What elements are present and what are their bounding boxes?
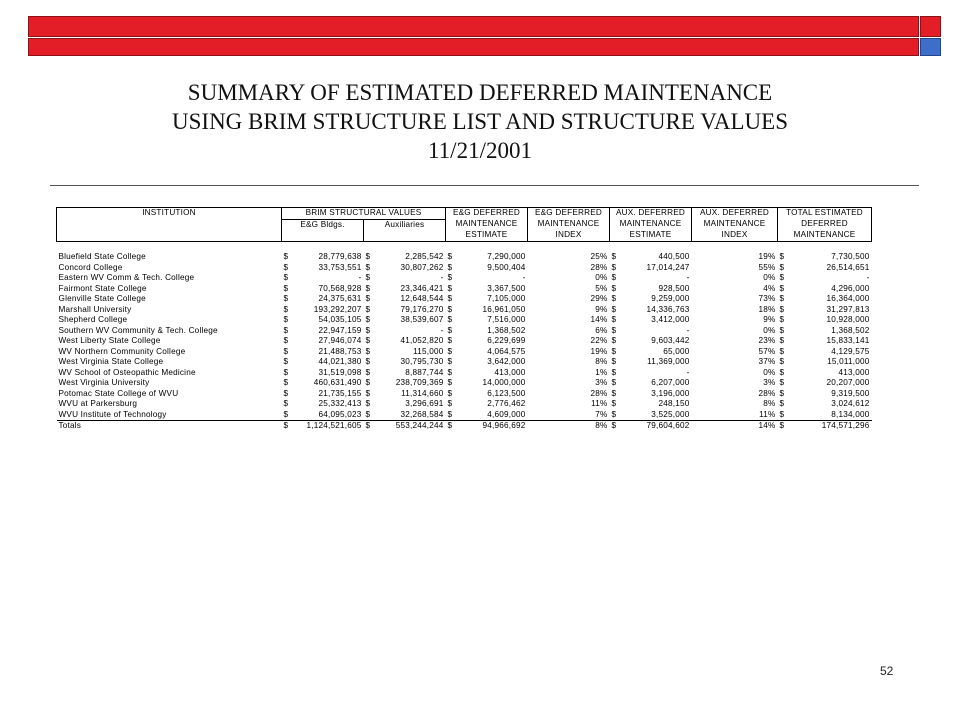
header-aux-deferred-2: MAINTENANCE [610, 219, 692, 230]
header-aux-index-3: INDEX [692, 230, 778, 241]
amount: - [686, 367, 690, 377]
currency-symbol: $ [365, 283, 371, 293]
amount: - [440, 273, 444, 282]
currency-symbol: $ [611, 273, 617, 282]
header-brim: BRIM STRUCTURAL VALUES [282, 208, 446, 220]
amount: 928,500 [658, 283, 690, 293]
currency-symbol: $ [365, 273, 371, 282]
amount: 94,966,692 [482, 421, 526, 430]
amount: 38,539,607 [400, 315, 444, 324]
amount: 79,176,270 [400, 304, 444, 314]
amount: - [358, 273, 362, 282]
amount: 10,928,000 [826, 315, 870, 324]
amount: 3,367,500 [487, 283, 526, 293]
currency-symbol: $ [779, 378, 785, 387]
header-auxiliaries: Auxiliaries [364, 219, 446, 230]
currency-symbol: $ [779, 421, 785, 430]
amount: 7,516,000 [487, 315, 526, 324]
index-value: 14% [590, 315, 608, 324]
institution-name: WVU at Parkersburg [58, 399, 138, 408]
index-value: 8% [763, 399, 776, 408]
index-value: 9% [763, 315, 776, 324]
index-value: 5% [595, 283, 608, 293]
currency-symbol: $ [365, 325, 371, 335]
currency-symbol: $ [779, 304, 785, 314]
index-value: 11% [692, 410, 778, 421]
currency-symbol: $ [283, 273, 289, 282]
institution-name: WV Northern Community College [58, 346, 186, 356]
header-eg-bldgs: E&G Bldgs. [282, 219, 364, 230]
amount: 79,604,602 [646, 421, 690, 430]
index-value: 37% [758, 357, 776, 366]
amount: - [686, 325, 690, 335]
index-value: 29% [590, 294, 608, 303]
amount: 3,412,000 [651, 315, 690, 324]
currency-symbol: $ [283, 315, 289, 324]
title-line-2: USING BRIM STRUCTURE LIST AND STRUCTURE VALUES [172, 109, 788, 134]
header-eg-deferred-2: MAINTENANCE [446, 219, 528, 230]
index-value: 18% [758, 304, 776, 314]
currency-symbol: $ [447, 357, 453, 366]
index-value: 8% [528, 421, 610, 432]
currency-symbol: $ [365, 262, 371, 272]
currency-symbol: $ [365, 409, 371, 419]
institution-name: West Liberty State College [58, 336, 161, 345]
amount: 115,000 [413, 346, 444, 356]
table-row [57, 399, 872, 410]
amount: 2,285,542 [405, 252, 444, 261]
amount: 64,095,023 [318, 409, 362, 419]
amount: 12,648,544 [400, 294, 444, 303]
currency-symbol: $ [611, 346, 617, 356]
amount: 28,779,638 [318, 252, 362, 261]
amount: 14,336,763 [646, 304, 690, 314]
amount: 32,268,584 [400, 409, 444, 419]
header-eg-deferred-3: ESTIMATE [446, 230, 528, 241]
currency-symbol: $ [779, 273, 785, 282]
index-value: 6% [595, 325, 608, 335]
amount: 44,021,380 [318, 357, 362, 366]
currency-symbol: $ [365, 252, 371, 261]
header-total-1: TOTAL ESTIMATED [778, 208, 872, 220]
index-value: 7% [528, 410, 610, 421]
institution-name: West Virginia State College [58, 357, 164, 366]
amount: 41,052,820 [400, 336, 444, 345]
amount: 54,035,105 [318, 315, 362, 324]
currency-symbol: $ [779, 336, 785, 345]
index-value: 0% [763, 367, 776, 377]
amount: 3,024,612 [831, 399, 870, 408]
header-row-1 [57, 208, 872, 220]
institution-name: WVU Institute of Technology [57, 410, 282, 421]
institution-name: Shepherd College [58, 315, 128, 324]
currency-symbol: $ [283, 262, 289, 272]
amount: 27,946,074 [318, 336, 362, 345]
header-aux-deferred-1: AUX. DEFERRED [610, 208, 692, 220]
amount: 174,571,296 [821, 421, 870, 430]
currency-symbol: $ [447, 273, 453, 282]
table-row [57, 315, 872, 326]
currency-symbol: $ [611, 409, 617, 419]
amount: 30,807,262 [400, 262, 444, 272]
amount: 21,735,155 [318, 388, 362, 398]
amount: 1,368,502 [831, 325, 870, 335]
currency-symbol: $ [365, 421, 371, 430]
amount: 9,319,500 [831, 388, 870, 398]
index-value: 0% [595, 273, 608, 282]
index-value: 19% [758, 252, 776, 261]
currency-symbol: $ [283, 388, 289, 398]
totals-row [57, 421, 872, 432]
table-row [57, 410, 872, 421]
table-row [57, 326, 872, 337]
header-total-2: DEFERRED [778, 219, 872, 230]
institution-name: Southern WV Community & Tech. College [58, 325, 218, 335]
amount: 20,207,000 [826, 378, 870, 387]
header-eg-index-3: INDEX [528, 230, 610, 241]
slide-title [40, 78, 920, 165]
header-row-3 [57, 230, 872, 241]
currency-symbol: $ [365, 388, 371, 398]
amount: 413,000 [838, 367, 870, 377]
amount: - [866, 273, 870, 282]
currency-symbol: $ [611, 315, 617, 324]
currency-symbol: $ [779, 294, 785, 303]
amount: 3,296,691 [405, 399, 444, 408]
currency-symbol: $ [283, 421, 289, 430]
index-value: 9% [595, 304, 608, 314]
institution-name: Fairmont State College [58, 283, 147, 293]
index-value: 28% [590, 388, 608, 398]
amount: 248,150 [658, 399, 690, 408]
currency-symbol: $ [365, 346, 371, 356]
currency-symbol: $ [447, 304, 453, 314]
index-value: 8% [595, 357, 608, 366]
amount: 3,525,000 [651, 409, 690, 419]
institution-name: Eastern WV Comm & Tech. College [58, 273, 195, 282]
amount: - [522, 273, 526, 282]
currency-symbol: $ [611, 294, 617, 303]
deferred-maintenance-table [56, 207, 872, 432]
table-row [57, 284, 872, 295]
index-value: 3% [763, 378, 776, 387]
institution-name: Potomac State College of WVU [58, 388, 179, 398]
currency-symbol: $ [283, 252, 289, 261]
index-value: 1% [595, 367, 608, 377]
currency-symbol: $ [611, 399, 617, 408]
amount: 65,000 [663, 346, 690, 356]
table-row [57, 263, 872, 274]
currency-symbol: $ [447, 336, 453, 345]
currency-symbol: $ [365, 399, 371, 408]
currency-symbol: $ [365, 367, 371, 377]
currency-symbol: $ [365, 294, 371, 303]
amount: 440,500 [658, 252, 690, 261]
title-divider [50, 185, 919, 186]
index-value: 25% [590, 252, 608, 261]
institution-name: WV School of Osteopathic Medicine [58, 367, 196, 377]
currency-symbol: $ [611, 262, 617, 272]
slide-number: 52 [880, 664, 894, 678]
currency-symbol: $ [365, 378, 371, 387]
header-eg-index-1: E&G DEFERRED [528, 208, 610, 220]
currency-symbol: $ [779, 388, 785, 398]
currency-symbol: $ [283, 346, 289, 356]
currency-symbol: $ [447, 294, 453, 303]
currency-symbol: $ [611, 378, 617, 387]
amount: 1,368,502 [487, 325, 526, 335]
amount: 22,947,159 [318, 325, 362, 335]
currency-symbol: $ [283, 325, 289, 335]
currency-symbol: $ [447, 399, 453, 408]
table-row [57, 357, 872, 368]
index-value: 4% [763, 283, 776, 293]
currency-symbol: $ [447, 388, 453, 398]
currency-symbol: $ [779, 252, 785, 261]
amount: 21,488,753 [318, 346, 362, 356]
institution-name: Concord College [58, 262, 123, 272]
title-line-3: 11/21/2001 [428, 138, 532, 163]
amount: 553,244,244 [395, 421, 444, 430]
currency-symbol: $ [447, 367, 453, 377]
table-row [57, 347, 872, 358]
institution-name: Totals [57, 421, 282, 432]
currency-symbol: $ [779, 357, 785, 366]
amount: 70,568,928 [318, 283, 362, 293]
amount: 4,609,000 [487, 409, 526, 419]
amount: 3,642,000 [487, 357, 526, 366]
header-eg-deferred-1: E&G DEFERRED [446, 208, 528, 220]
table-row [57, 305, 872, 316]
currency-symbol: $ [447, 315, 453, 324]
amount: 2,776,462 [487, 399, 526, 408]
header-bar-red-lower [28, 38, 919, 56]
header-institution: INSTITUTION [57, 208, 282, 220]
amount: 9,500,404 [487, 262, 526, 272]
table-row [57, 378, 872, 389]
currency-symbol: $ [283, 367, 289, 377]
currency-symbol: $ [447, 378, 453, 387]
currency-symbol: $ [611, 421, 617, 430]
table-row [57, 252, 872, 263]
institution-name: Bluefield State College [58, 252, 146, 261]
currency-symbol: $ [365, 315, 371, 324]
index-value: 3% [595, 378, 608, 387]
amount: 16,961,050 [482, 304, 526, 314]
amount: 3,196,000 [651, 388, 690, 398]
amount: 4,129,575 [831, 346, 870, 356]
amount: 193,292,207 [313, 304, 362, 314]
currency-symbol: $ [283, 336, 289, 345]
currency-symbol: $ [779, 325, 785, 335]
spacer-row [57, 241, 872, 252]
amount: 238,709,369 [395, 378, 444, 387]
table-row [57, 368, 872, 379]
header-bar-red [28, 16, 919, 37]
currency-symbol: $ [283, 304, 289, 314]
amount: 11,369,000 [647, 357, 690, 366]
header-row-2 [57, 219, 872, 230]
currency-symbol: $ [611, 252, 617, 261]
amount: - [686, 273, 690, 282]
currency-symbol: $ [779, 346, 785, 356]
amount: 7,290,000 [487, 252, 526, 261]
amount: 17,014,247 [646, 262, 690, 272]
amount: 23,346,421 [400, 283, 444, 293]
amount: 25,332,413 [318, 399, 362, 408]
amount: - [440, 325, 444, 335]
table-row [57, 389, 872, 400]
index-value: 11% [591, 399, 608, 408]
institution-name: Marshall University [58, 304, 132, 314]
header-eg-index-2: MAINTENANCE [528, 219, 610, 230]
amount: 15,011,000 [827, 357, 870, 366]
amount: 1,124,521,605 [306, 421, 362, 430]
currency-symbol: $ [447, 409, 453, 419]
currency-symbol: $ [779, 283, 785, 293]
amount: 4,296,000 [831, 283, 870, 293]
currency-symbol: $ [779, 399, 785, 408]
institution-name: Glenville State College [58, 294, 146, 303]
currency-symbol: $ [779, 315, 785, 324]
currency-symbol: $ [447, 262, 453, 272]
amount: 24,375,631 [318, 294, 362, 303]
currency-symbol: $ [611, 388, 617, 398]
currency-symbol: $ [283, 399, 289, 408]
header-aux-index-1: AUX. DEFERRED [692, 208, 778, 220]
amount: 8,887,744 [405, 367, 444, 377]
currency-symbol: $ [283, 378, 289, 387]
header-aux-index-2: MAINTENANCE [692, 219, 778, 230]
table-row [57, 273, 872, 284]
amount: 6,229,699 [487, 336, 526, 345]
amount: 31,297,813 [826, 304, 870, 314]
amount: 30,795,730 [400, 357, 444, 366]
currency-symbol: $ [611, 367, 617, 377]
currency-symbol: $ [283, 409, 289, 419]
amount: 7,730,500 [831, 252, 870, 261]
header-aux-deferred-3: ESTIMATE [610, 230, 692, 241]
currency-symbol: $ [365, 304, 371, 314]
currency-symbol: $ [779, 409, 785, 419]
index-value: 73% [758, 294, 776, 303]
currency-symbol: $ [447, 283, 453, 293]
currency-symbol: $ [779, 367, 785, 377]
currency-symbol: $ [283, 283, 289, 293]
amount: 7,105,000 [487, 294, 526, 303]
title-line-1: SUMMARY OF ESTIMATED DEFERRED MAINTENANCE [187, 80, 773, 105]
amount: 6,123,500 [487, 388, 526, 398]
header-total-3: MAINTENANCE [778, 230, 872, 241]
index-value: 57% [758, 346, 776, 356]
currency-symbol: $ [447, 325, 453, 335]
amount: 6,207,000 [651, 378, 690, 387]
amount: 9,603,442 [651, 336, 690, 345]
amount: 11,314,660 [401, 388, 444, 398]
header-square-red [920, 16, 941, 37]
amount: 9,259,000 [651, 294, 690, 303]
institution-name: West Virginia University [58, 378, 150, 387]
index-value: 28% [758, 388, 776, 398]
header-square-blue [920, 38, 941, 56]
table-row [57, 336, 872, 347]
amount: 14,000,000 [482, 378, 526, 387]
amount: 8,134,000 [831, 409, 870, 419]
amount: 31,519,098 [318, 367, 362, 377]
amount: 413,000 [494, 367, 526, 377]
index-value: 22% [590, 336, 608, 345]
index-value: 55% [758, 262, 776, 272]
currency-symbol: $ [611, 357, 617, 366]
amount: 33,753,551 [318, 262, 362, 272]
index-value: 0% [763, 273, 776, 282]
index-value: 0% [763, 325, 776, 335]
index-value: 19% [590, 346, 608, 356]
currency-symbol: $ [283, 357, 289, 366]
currency-symbol: $ [611, 336, 617, 345]
amount: 4,064,575 [487, 346, 526, 356]
table-row [57, 294, 872, 305]
currency-symbol: $ [447, 421, 453, 430]
amount: 16,364,000 [826, 294, 870, 303]
currency-symbol: $ [611, 304, 617, 314]
index-value: 28% [590, 262, 608, 272]
currency-symbol: $ [447, 252, 453, 261]
currency-symbol: $ [779, 262, 785, 272]
amount: 26,514,651 [826, 262, 870, 272]
currency-symbol: $ [447, 346, 453, 356]
currency-symbol: $ [283, 294, 289, 303]
currency-symbol: $ [365, 357, 371, 366]
currency-symbol: $ [365, 336, 371, 345]
amount: 460,631,490 [313, 378, 362, 387]
index-value: 23% [758, 336, 776, 345]
index-value: 14% [692, 421, 778, 432]
currency-symbol: $ [611, 325, 617, 335]
currency-symbol: $ [611, 283, 617, 293]
amount: 15,833,141 [826, 336, 870, 345]
